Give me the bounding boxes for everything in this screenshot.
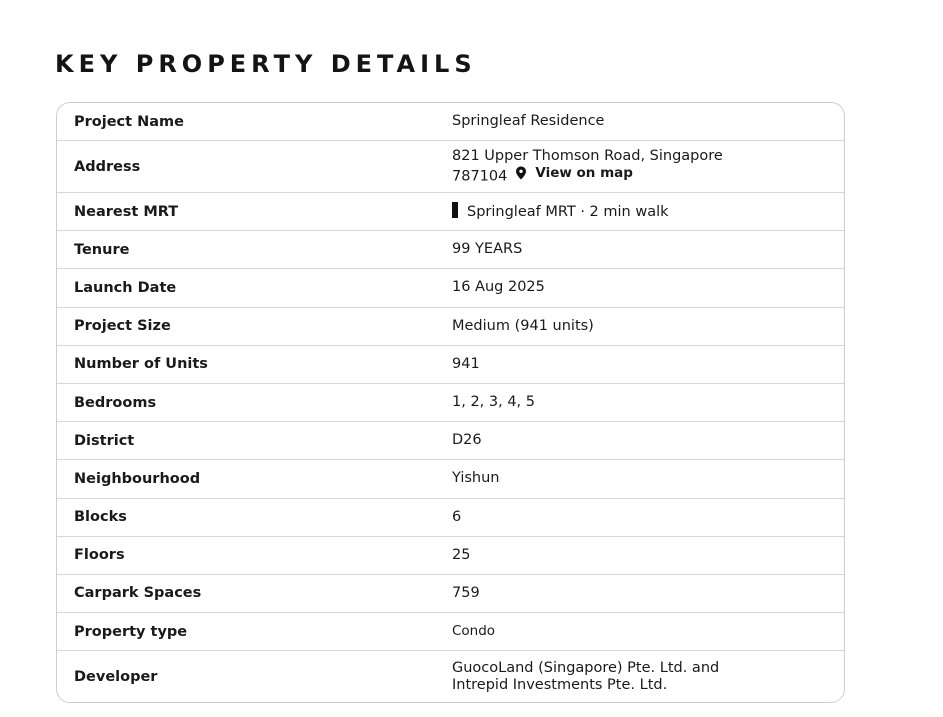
tenure-value: 99 YEARS (452, 241, 523, 258)
address-line-2-wrap (452, 165, 824, 186)
address-value (452, 148, 844, 186)
address-line-1: 821 Upper Thomson Road, Singapore (452, 147, 723, 164)
row-property-type (57, 613, 844, 651)
view-on-map-link[interactable] (515, 165, 633, 182)
view-on-map-label: View on map (535, 164, 633, 181)
nearest-mrt-label: Nearest MRT (74, 203, 179, 220)
neighbourhood-value: Yishun (452, 470, 500, 487)
page-title: KEY PROPERTY DETAILS (55, 50, 477, 78)
bedrooms-label: Bedrooms (74, 394, 157, 411)
developer-label: Developer (74, 668, 158, 685)
row-address (57, 141, 844, 193)
project-name-label: Project Name (74, 113, 184, 130)
district-label: District (74, 432, 135, 449)
developer-value (452, 660, 844, 694)
carpark-spaces-label: Carpark Spaces (74, 585, 202, 602)
row-project-size (57, 308, 844, 346)
floors-value: 25 (452, 546, 471, 563)
map-pin-icon (515, 166, 527, 180)
floors-label: Floors (74, 547, 125, 564)
row-neighbourhood (57, 460, 844, 498)
bedrooms-value: 1, 2, 3, 4, 5 (452, 394, 535, 411)
launch-date-value: 16 Aug 2025 (452, 279, 545, 296)
carpark-spaces-value: 759 (452, 584, 480, 601)
row-project-name (57, 103, 844, 141)
neighbourhood-label: Neighbourhood (74, 470, 201, 487)
row-district (57, 422, 844, 460)
row-nearest-mrt (57, 193, 844, 231)
property-details-table (56, 102, 845, 703)
row-launch-date (57, 269, 844, 307)
project-name-value: Springleaf Residence (452, 113, 605, 129)
blocks-value: 6 (452, 508, 462, 525)
district-value: D26 (452, 432, 482, 449)
project-size-value: Medium (941 units) (452, 317, 594, 334)
nearest-mrt-value-wrap (452, 202, 844, 221)
number-of-units-value: 941 (452, 355, 480, 372)
project-size-label: Project Size (74, 318, 171, 335)
blocks-label: Blocks (74, 509, 127, 526)
nearest-mrt-value: Springleaf MRT · 2 min walk (467, 204, 669, 221)
row-blocks (57, 499, 844, 537)
mrt-line-icon (452, 202, 458, 218)
row-tenure (57, 231, 844, 269)
row-carpark-spaces (57, 575, 844, 613)
property-type-label: Property type (74, 623, 188, 640)
address-label: Address (74, 158, 141, 175)
developer-line-1: GuocoLand (Singapore) Pte. Ltd. and (452, 659, 720, 676)
address-line-2: 787104 (452, 168, 508, 185)
property-type-value: Condo (452, 623, 496, 640)
number-of-units-label: Number of Units (74, 356, 208, 373)
developer-line-2: Intrepid Investments Pte. Ltd. (452, 676, 668, 693)
row-bedrooms (57, 384, 844, 422)
launch-date-label: Launch Date (74, 279, 177, 296)
tenure-label: Tenure (74, 241, 130, 258)
row-floors (57, 537, 844, 575)
row-number-of-units (57, 346, 844, 384)
row-developer (57, 651, 844, 702)
